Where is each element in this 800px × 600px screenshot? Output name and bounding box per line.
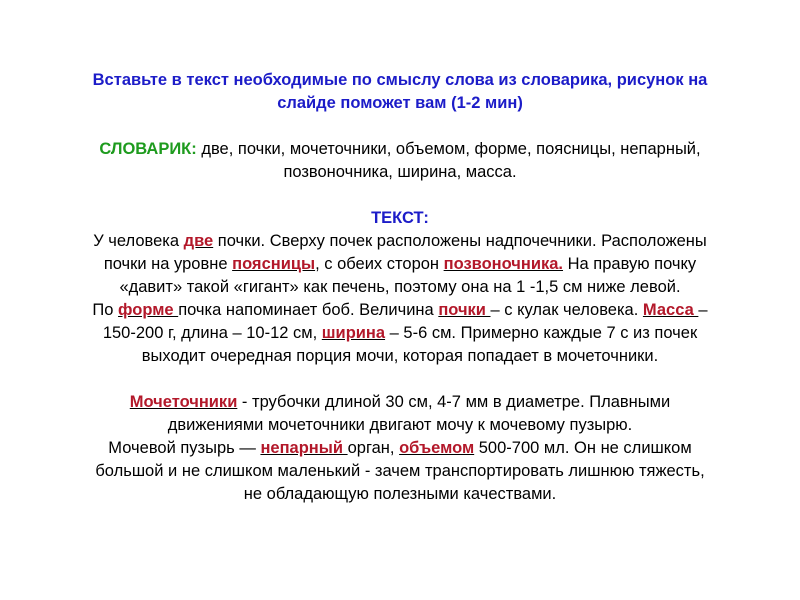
- text-line: [20, 253, 780, 276]
- text-fragment: 500-700 мл. Он не слишком: [474, 439, 692, 457]
- text-fragment: , с обеих сторон: [315, 255, 444, 273]
- text-line: не обладающую полезными качествами.: [243, 485, 557, 503]
- text-fragment: почки. Сверху почек расположены надпочечники. Расположены: [213, 232, 707, 250]
- text-fragment: На правую почку: [563, 255, 697, 273]
- dictionary-label: СЛОВАРИК:: [99, 140, 197, 158]
- answer-word: почки: [438, 301, 491, 319]
- task-title: [30, 69, 770, 115]
- dictionary-words-2: позвоночника, ширина, масса.: [283, 163, 517, 181]
- text-fragment: 150-200 г, длина – 10-12 см,: [102, 324, 322, 342]
- text-fragment: - трубочки длиной 30 см, 4-7 мм в диаметре. Плавными: [237, 393, 671, 411]
- task-title-line-2: слайде поможет вам (1-2 мин): [277, 94, 523, 112]
- dictionary-line-1: [20, 138, 780, 161]
- answer-word: форме: [118, 301, 179, 319]
- text-fragment: почка напоминает боб. Величина: [178, 301, 439, 319]
- text-heading: ТЕКСТ:: [371, 209, 429, 227]
- text-line: выходит очередная порция мочи, которая попадает в мочеточники.: [141, 347, 659, 365]
- text-line: [20, 299, 780, 322]
- dictionary: [20, 138, 780, 184]
- text-fragment: почки на уровне: [103, 255, 233, 273]
- answer-word: Масса: [642, 301, 699, 319]
- answer-word: Мочеточники: [129, 393, 238, 411]
- answer-word: позвоночника.: [443, 255, 564, 273]
- answer-word: непарный: [260, 439, 348, 457]
- text-section: [20, 207, 780, 506]
- text-fragment: Мочевой пузырь —: [108, 439, 261, 457]
- text-line: [20, 230, 780, 253]
- text-line: [20, 391, 780, 414]
- text-line: «давит» такой «гигант» как печень, поэтому она на 1 -1,5 см ниже левой.: [119, 278, 681, 296]
- answer-word: объемом: [399, 439, 475, 457]
- text-line: движениями мочеточники двигают мочу к мочевому пузырю.: [167, 416, 633, 434]
- answer-word: ширина: [321, 324, 386, 342]
- text-line: [20, 322, 780, 345]
- text-line: [20, 437, 780, 460]
- answer-word: две: [183, 232, 214, 250]
- text-fragment: У человека: [93, 232, 184, 250]
- spacer: [20, 368, 780, 391]
- answer-word: поясницы: [232, 255, 316, 273]
- spacer: [0, 184, 800, 207]
- text-fragment: орган,: [347, 439, 400, 457]
- text-line: большой и не слишком маленький - зачем транспортировать лишнюю тяжесть,: [95, 462, 705, 480]
- text-fragment: По: [92, 301, 119, 319]
- dictionary-words-1: две, почки, мочеточники, объемом, форме, поясницы, непарный,: [196, 140, 701, 158]
- text-fragment: –: [698, 301, 708, 319]
- text-fragment: – с кулак человека.: [490, 301, 643, 319]
- text-fragment: – 5-6 см. Примерно каждые 7 с из почек: [385, 324, 698, 342]
- spacer: [0, 115, 800, 138]
- task-title-line-1: Вставьте в текст необходимые по смыслу слова из словарика, рисунок на: [92, 71, 708, 89]
